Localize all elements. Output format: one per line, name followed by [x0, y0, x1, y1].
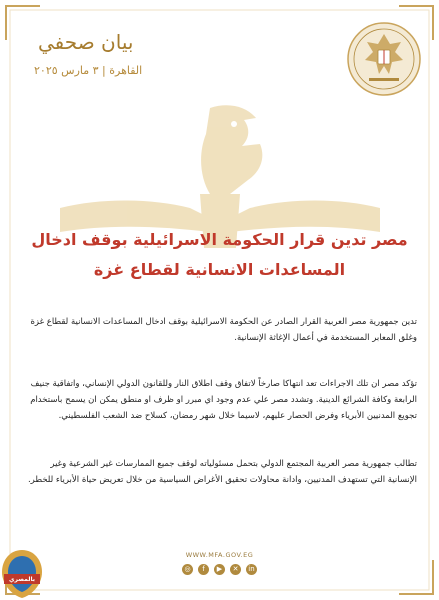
- headline: [30, 225, 409, 285]
- statement-date: القاهرة | ٣ مارس ٢٠٢٥: [34, 64, 143, 77]
- body-paragraph-1: تدين جمهورية مصر العربية القرار الصادر عن الحكومة الاسرائيلية بوقف ادخال المساعدات الانسانية لقطاع غزة وغلق المعابر المستخدمة في أعمال الإغاثة الإنسانية.: [30, 317, 417, 343]
- instagram-icon[interactable]: ◎: [182, 564, 193, 575]
- body-paragraph-3: تطالب جمهورية مصر العربية المجتمع الدولي بتحمل مسئولياته لوقف جميع الممارسات غير الشرعية وغير الإنسانية التي تستهدف المدنيين، وادانة محاولات تحقيق الأغراض السياسية من خلال تعريض حياة الأبرياء للخطر.: [27, 459, 417, 485]
- headline-line-2: المساعدات الانسانية لقطاع غزة: [93, 260, 346, 279]
- site-watermark-logo: [0, 548, 44, 600]
- x-icon[interactable]: ✕: [230, 564, 241, 575]
- watermark-text: بالمصري: [9, 576, 35, 583]
- social-links: [0, 564, 439, 575]
- ministry-emblem-logo: [343, 20, 425, 98]
- body-paragraph-2: تؤكد مصر ان تلك الاجراءات تعد انتهاكا صارخاً لاتفاق وقف اطلاق النار وللقانون الدولي الإنساني، واتفاقية جنيف الرابعة وكافة الشرائع الدينية. وتشدد مصر علي عدم وجود اي مبرر او ظرف او منطق يمكن ان يسمح باستخدام تجويع المدنيين الأبرياء وفرض الحصار عليهم، لاسيما خلال شهر رمضان، كسلاح ضد الشعب الفلسطيني.: [30, 379, 417, 421]
- website-url[interactable]: WWW.MFA.GOV.EG: [185, 551, 254, 559]
- statement-title: بيان صحفي: [38, 30, 134, 54]
- linkedin-icon[interactable]: in: [246, 564, 257, 575]
- youtube-icon[interactable]: ▶: [214, 564, 225, 575]
- headline-line-1: مصر تدين قرار الحكومة الاسرائيلية بوقف ادخال: [31, 230, 408, 249]
- facebook-icon[interactable]: f: [198, 564, 209, 575]
